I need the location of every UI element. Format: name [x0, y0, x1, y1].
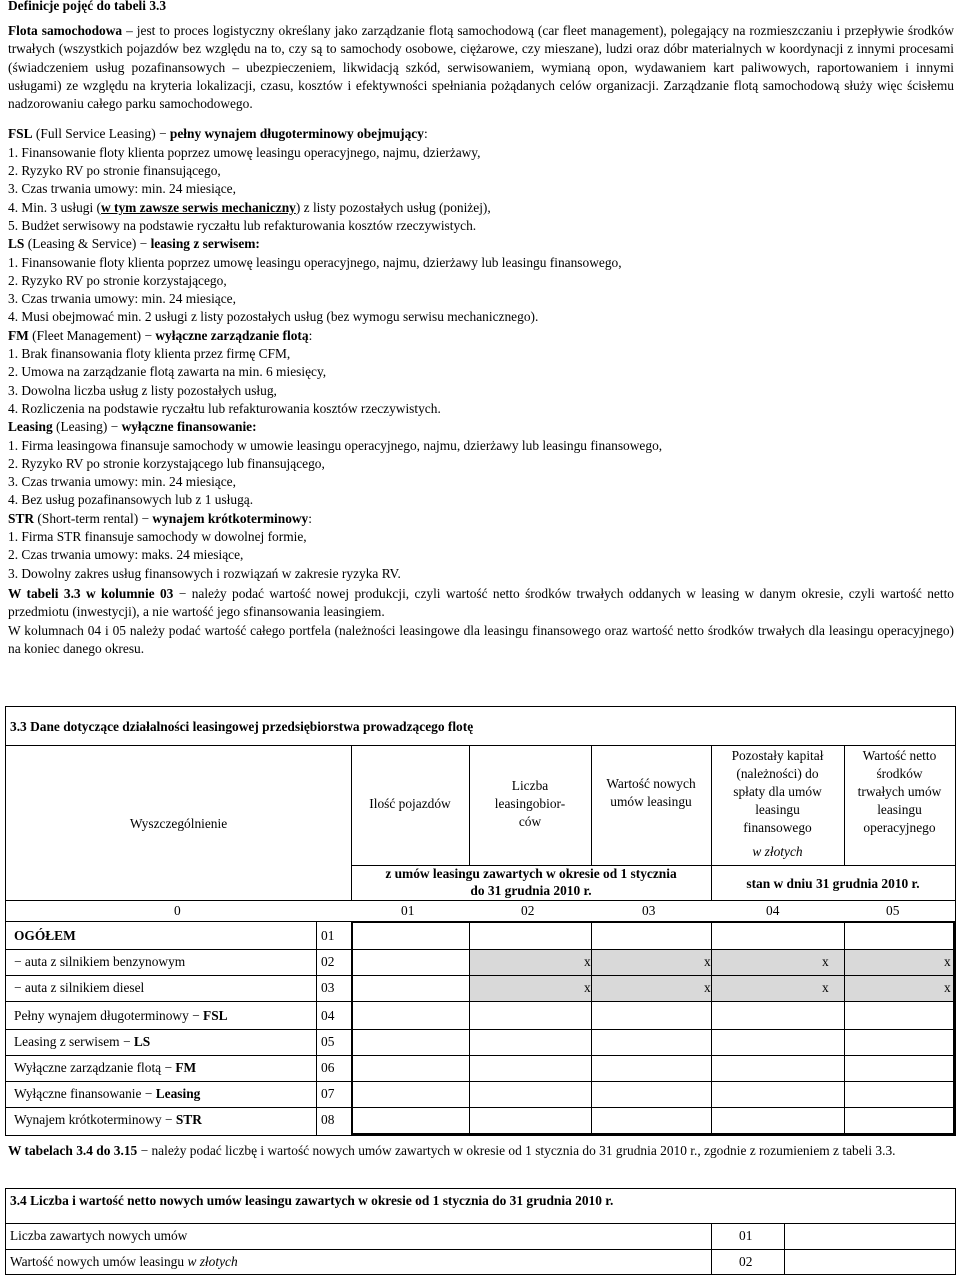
x-mark: x [944, 980, 951, 995]
header-col04 [711, 747, 844, 837]
table-title: 3.3 Dane dotyczące działalności leasingowej przedsiębiorstwa prowadzącego flotę [10, 719, 474, 734]
list-item: 4. Bez usług pozafinansowych lub z 1 usługą. [8, 492, 254, 508]
header-line: do 31 grudnia 2010 r. [470, 883, 592, 898]
list-item: 1. Firma leasingowa finansuje samochody w umowie leasingu operacyjnego, najmu, dzierżawy lub leasingu finansowego, [8, 437, 663, 453]
row-label-bold: FSL [203, 1008, 228, 1023]
row-label: − auta z silnikiem benzynowym [14, 954, 186, 969]
list-item: 2. Ryzyko RV po stronie finansującego, [8, 163, 221, 179]
row-code: 02 [739, 1254, 753, 1269]
def-tail: : [423, 126, 428, 142]
row-label: Wartość nowych umów leasingu [10, 1254, 188, 1269]
def-bold: wynajem krótkoterminowy [152, 510, 309, 526]
section-heading: Definicje pojęć do tabeli 3.3 [8, 0, 167, 13]
definition-str-heading [8, 510, 954, 528]
header-col02 [469, 777, 591, 831]
row-label-bold: LS [133, 1034, 151, 1049]
data-area-border [351, 921, 955, 1135]
def-code: FSL [8, 126, 33, 142]
row-code: 01 [739, 1228, 753, 1243]
list-item: 2. Umowa na zarządzanie flotą zawarta na min. 6 miesięcy, [8, 364, 327, 380]
intro-paragraph [8, 22, 954, 113]
table-row [14, 1081, 200, 1107]
rule [711, 865, 955, 866]
note-bold: W tabeli 3.3 w kolumnie 03 [8, 585, 174, 601]
row-label: Leasing z serwisem − [14, 1034, 134, 1049]
def-code: LS [8, 236, 25, 252]
header-line: Wartość nowych [606, 776, 696, 791]
row-code: 08 [321, 1112, 335, 1127]
list-item: 5. Budżet serwisowy na podstawie ryczałtu lub refakturowania kosztów rzeczywistych. [8, 217, 477, 233]
colnum: 05 [886, 903, 900, 918]
colnum: 02 [521, 903, 535, 918]
group-header-state: stan w dniu 31 grudnia 2010 r. [746, 876, 920, 891]
item-text: 4. Min. 3 usługi ( [8, 199, 101, 215]
row-label-bold: FM [175, 1060, 197, 1075]
header-line: operacyjnego [863, 820, 936, 835]
def-code: STR [8, 510, 35, 526]
def-name: (Short-term rental) − [34, 510, 153, 526]
header-line: leasingu [877, 802, 922, 817]
note-text: − należy podać wartość nowej produkcji, czyli wartość netto środków trwałych oddanych w leasing w danym okresie, czyli wartość netto przedmiotu (inwestycji), a nie wartość jego sfinansowania leasingiem. [8, 585, 954, 620]
x-mark: x [584, 954, 591, 969]
colnum: 0 [174, 903, 181, 918]
list-item: 3. Czas trwania umowy: min. 24 miesiące, [8, 474, 236, 490]
row-unit: w złotych [187, 1254, 238, 1269]
header-label: Wyszczególnienie [129, 816, 228, 831]
document-page [8, 0, 954, 658]
row-code: 05 [321, 1034, 335, 1049]
row-label-bold: OGÓŁEM [14, 928, 76, 943]
list-item: 1. Finansowanie floty klienta poprzez umowę leasingu operacyjnego, najmu, dzierżawy, [8, 144, 481, 160]
row-code: 02 [321, 954, 335, 969]
header-line: leasingu [755, 802, 800, 817]
def-tail: : [308, 510, 312, 526]
header-line: środków [876, 766, 923, 781]
row-code: 04 [321, 1008, 335, 1023]
x-mark: x [584, 980, 591, 995]
row-code: 06 [321, 1060, 335, 1075]
note-table33 [8, 585, 954, 622]
table-row [14, 923, 76, 949]
def-name: (Leasing & Service) − [24, 236, 151, 252]
definition-leasing-heading [8, 418, 954, 436]
definitions [8, 125, 954, 582]
header-line: ców [518, 814, 542, 829]
rule [316, 921, 317, 1135]
colnum: 04 [766, 903, 780, 918]
header-line: spłaty dla umów [733, 784, 822, 799]
row-label: Wyłączne zarządzanie flotą − [14, 1060, 176, 1075]
list-item: 2. Ryzyko RV po stronie korzystającego lub finansującego, [8, 455, 325, 471]
intro-text: – jest to proces logistyczny określany jako zarządzanie flotą samochodową (car fleet management), polegający na rozmieszczaniu i przepływie środków trwałych (wszystkich pojazdów bez względu na to, czy są to samochody osobowe, ciężarowe, czy mieszane), ludzi oraz dóbr materialnych w koordynacji z innymi procesami (świadczeniem usług pozafinansowych – ubezpieczeniem, likwidacją szkód, serwisowaniem, wymianą opon, wydawaniem kart paliwowych, raportowaniem i innymi usługami) ze względu na kryteria lokalizacji, czasu, kosztów i efektywności spełniania pożądanych celów organizacji. Zarządzanie flotą samochodową służy więc ścisłemu nadzorowaniu całego parku samochodowego. [8, 23, 954, 112]
list-item: 3. Czas trwania umowy: min. 24 miesiące, [8, 291, 236, 307]
list-item: 4. Rozliczenia na podstawie ryczałtu lub refakturowania kosztów rzeczywistych. [8, 400, 441, 416]
definition-fm-heading [8, 327, 954, 345]
note-tables-3-4-3-15 [8, 1142, 954, 1160]
row-label: Pełny wynajem długoterminowy − [14, 1008, 204, 1023]
row-code: 07 [321, 1086, 335, 1101]
def-bold: pełny wynajem długoterminowy obejmujący [169, 126, 424, 142]
table-row [14, 1029, 150, 1055]
table-3-3 [5, 706, 956, 1136]
x-mark: x [822, 954, 829, 969]
item-emphasis: w tym zawsze serwis mechaniczny [101, 199, 296, 215]
table-row [14, 1107, 202, 1133]
list-item [8, 199, 954, 217]
def-name: (Leasing) − [52, 419, 122, 435]
header-line: trwałych umów [857, 784, 942, 799]
list-item: 1. Brak finansowania floty klienta przez firmę CFM, [8, 346, 291, 362]
header-col05 [844, 747, 955, 837]
rule [711, 1223, 712, 1275]
note-bold: W tabelach 3.4 do 3.15 [8, 1143, 138, 1158]
table-row [10, 1249, 238, 1275]
row-label-bold: Leasing [155, 1086, 201, 1101]
item-text: ) z listy pozostałych usług (poniżej), [295, 199, 491, 215]
list-item: 1. Firma STR finansuje samochody w dowolnej formie, [8, 529, 307, 545]
def-code: Leasing [8, 419, 53, 435]
note-text: − należy podać liczbę i wartość nowych umów zawartych w okresie od 1 stycznia do 31 grudnia 2010 r., zgodnie z rozumieniem z tabeli 3.3. [137, 1143, 896, 1158]
def-bold: wyłączne zarządzanie flotą [155, 327, 309, 343]
header-line: Pozostały kapitał [731, 748, 824, 763]
list-item: 3. Dowolny zakres usług finansowych i rozwiązań w zakresie ryzyka RV. [8, 565, 401, 581]
colnum: 01 [401, 903, 415, 918]
def-name: (Full Service Leasing) − [32, 126, 170, 142]
row-label: − auta z silnikiem diesel [14, 980, 145, 995]
header-line: z umów leasingu zawartych w okresie od 1 stycznia [385, 866, 677, 881]
table-row [14, 949, 185, 975]
header-col01: Ilość pojazdów [369, 796, 451, 811]
definition-fsl-heading [8, 125, 954, 143]
table-row [14, 975, 144, 1001]
table-title: 3.4 Liczba i wartość netto nowych umów leasingu zawartych w okresie od 1 stycznia do 31 grudnia 2010 r. [10, 1193, 614, 1208]
def-code: FM [8, 327, 29, 343]
header-line: Wartość netto [862, 748, 937, 763]
row-label: Wyłączne finansowanie − [14, 1086, 156, 1101]
x-mark: x [944, 954, 951, 969]
table-row [14, 1003, 228, 1029]
x-mark: x [704, 980, 711, 995]
def-bold: wyłączne finansowanie: [121, 419, 257, 435]
list-item: 3. Dowolna liczba usług z listy pozostałych usług, [8, 382, 277, 398]
rule [6, 745, 955, 746]
list-item: 4. Musi obejmować min. 2 usługi z listy pozostałych usług (bez wymogu serwisu mechanicznego). [8, 309, 539, 325]
list-item: 2. Czas trwania umowy: maks. 24 miesiące, [8, 547, 244, 563]
x-mark: x [704, 954, 711, 969]
table-3-4 [5, 1188, 956, 1275]
group-header-period [351, 865, 711, 899]
header-col03 [591, 775, 711, 811]
list-item: 3. Czas trwania umowy: min. 24 miesiące, [8, 181, 236, 197]
row-label: Wynajem krótkoterminowy − [14, 1112, 176, 1127]
colnum: 03 [642, 903, 656, 918]
rule [784, 1223, 785, 1275]
header-line: finansowego [743, 820, 812, 835]
def-tail: : [308, 327, 313, 343]
row-code: 01 [321, 928, 335, 943]
table-row: Liczba zawartych nowych umów [10, 1228, 188, 1243]
row-code: 03 [321, 980, 335, 995]
list-item: 1. Finansowanie floty klienta poprzez umowę leasingu operacyjnego, najmu, dzierżawy lub leasingu finansowego, [8, 254, 622, 270]
definition-ls-heading [8, 235, 954, 253]
header-line: leasingobior- [494, 796, 566, 811]
def-bold: leasing z serwisem: [150, 236, 260, 252]
table-row [14, 1055, 196, 1081]
rule [6, 900, 955, 901]
header-line: umów leasingu [610, 794, 692, 809]
x-mark: x [822, 980, 829, 995]
unit-label: w złotych [752, 844, 803, 859]
header-line: Liczba [511, 778, 549, 793]
def-name: (Fleet Management) − [28, 327, 156, 343]
intro-term: Flota samochodowa [8, 23, 123, 38]
list-item: 2. Ryzyko RV po stronie korzystającego, [8, 272, 227, 288]
row-label-bold: STR [175, 1112, 202, 1127]
header-line: (należności) do [736, 766, 819, 781]
note-columns: W kolumnach 04 i 05 należy podać wartość całego portfela (należności leasingowe dla leasingu finansowego oraz wartość netto środków trwałych dla leasingu operacyjnego) na koniec danego okresu. [8, 622, 954, 656]
